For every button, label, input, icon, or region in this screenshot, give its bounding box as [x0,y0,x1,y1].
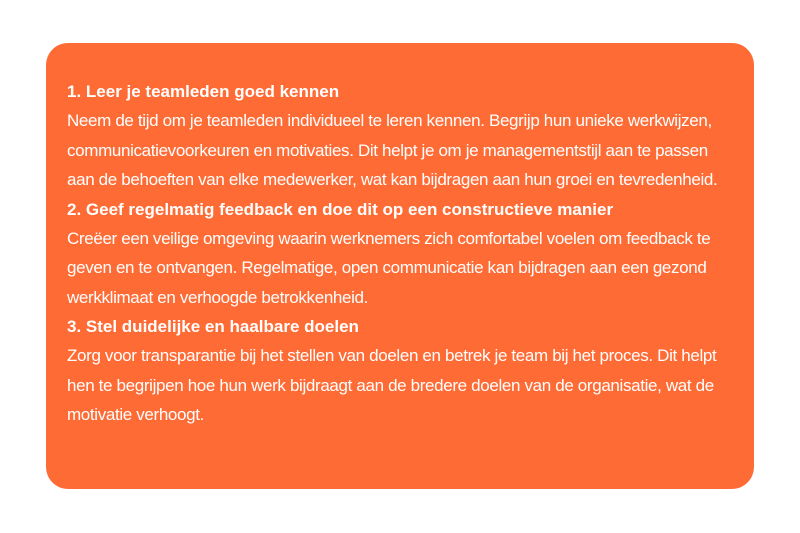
tip-heading-3: 3. Stel duidelijke en haalbare doelen [67,317,359,336]
tip-heading-1: 1. Leer je teamleden goed kennen [67,82,340,101]
tip-section-2 [67,195,736,313]
tip-body-3: Zorg voor transparantie bij het stellen van doelen en betrek je team bij het proces. Dit helpt hen te begrijpen hoe hun werk bijdraagt aan de bredere doelen van de organisatie, wat de motivatie verhoogt. [67,346,717,424]
tip-body-1: Neem de tijd om je teamleden individueel te leren kennen. Begrijp hun unieke werkwijzen, communicatievoorkeuren en motivaties. Dit helpt je om je managementstijl aan te passen aan de behoeften van elke medewerker, wat kan bijdragen aan hun groei en tevredenheid. [67,111,718,189]
tip-section-1 [67,77,736,195]
tip-body-2: Creëer een veilige omgeving waarin werknemers zich comfortabel voelen om feedback te geven en te ontvangen. Regelmatige, open communicatie kan bijdragen aan een gezond werkklimaat en verhoogde betrokkenheid. [67,228,711,307]
tips-card [46,43,754,489]
tip-heading-2: 2. Geef regelmatig feedback en doe dit op een constructieve manier [67,199,614,219]
tip-section-3 [67,312,736,430]
